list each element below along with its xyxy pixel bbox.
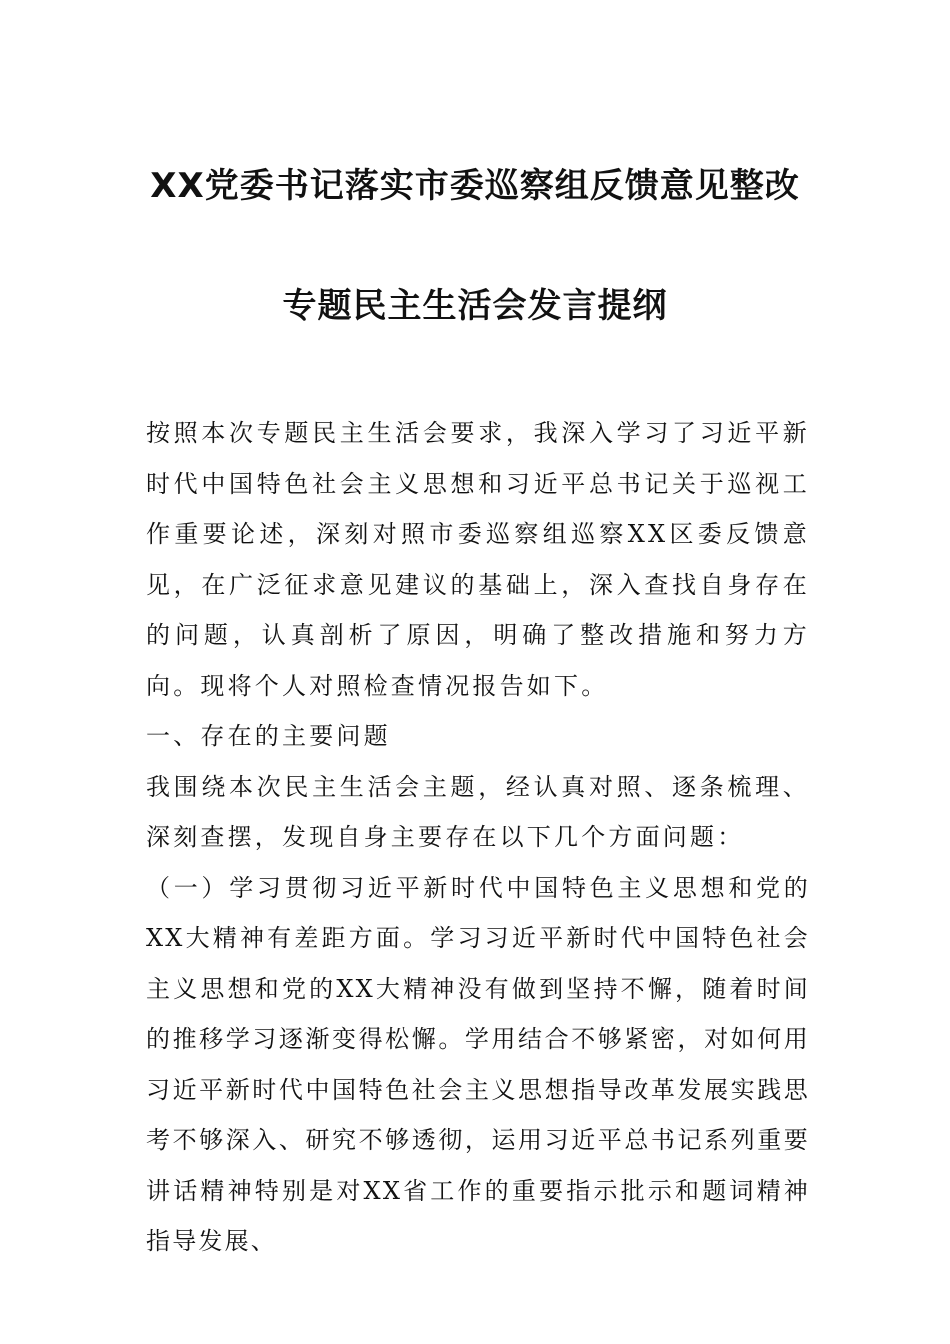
document-title-line-1: XX党委书记落实市委巡察组反馈意见整改 — [150, 166, 800, 206]
subsection-1-paragraph: （一）学习贯彻习近平新时代中国特色主义思想和党的XX大精神有差距方面。学习习近平新时代中国特色社会主义思想和党的XX大精神没有做到坚持不懈，随着时间的推移学习逐渐变得松懈。学用结合不够紧密，对如何用习近平新时代中国特色社会主义思想指导改革发展实践思考不够深入、研究不够透彻，运用习近平总书记系列重要讲话精神特别是对XX省工作的重要指示批示和题词精神指导发展、 — [146, 873, 810, 1255]
document-title-line-2: 专题民主生活会发言提纲 — [282, 286, 668, 326]
section-1-intro-paragraph: 我围绕本次民主生活会主题，经认真对照、逐条梳理、深刻查摆，发现自身主要存在以下几个方面问题： — [146, 772, 810, 851]
document-body — [146, 408, 810, 1267]
section-1-heading: 一、存在的主要问题 — [146, 722, 391, 750]
intro-paragraph: 按照本次专题民主生活会要求，我深入学习了习近平新时代中国特色社会主义思想和习近平总书记关于巡视工作重要论述，深刻对照市委巡察组巡察XX区委反馈意见，在广泛征求意见建议的基础上，深入查找自身存在的问题，认真剖析了原因，明确了整改措施和努力方向。现将个人对照检查情况报告如下。 — [146, 419, 810, 700]
